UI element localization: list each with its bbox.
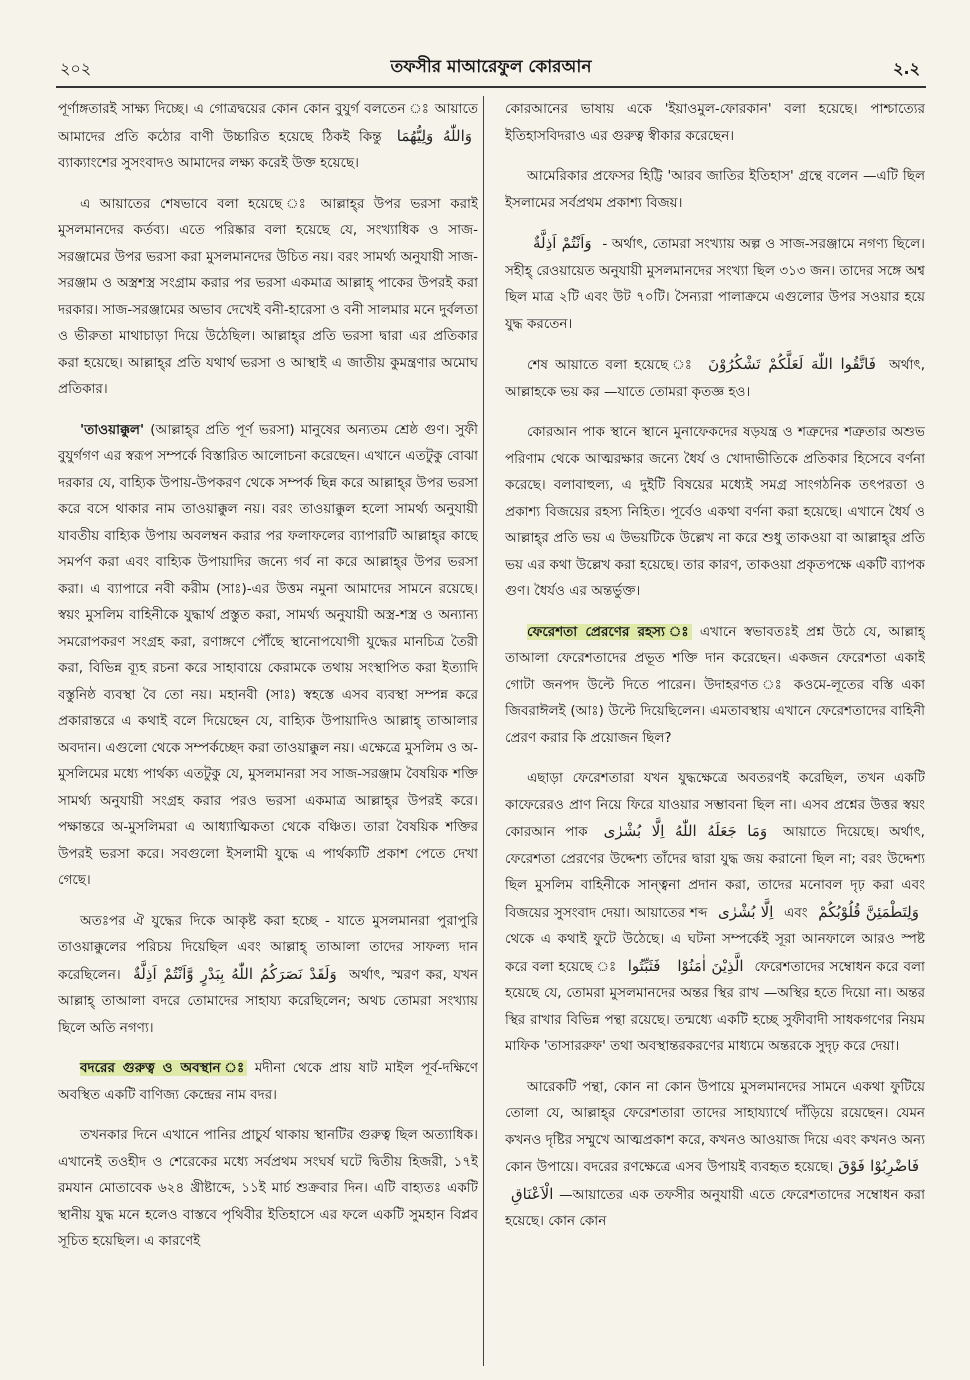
running-title: তফসীর মাআরেফুল কোরআন <box>390 57 592 77</box>
text: —আয়াতের এক তফসীর অনুযায়ী এতে ফেরেশতাদের সম্বোধন করা হয়েছে। কোন কোন <box>505 1186 925 1229</box>
arabic-text: وَاللّٰهُ وَلِيُّهُمَا <box>396 126 472 145</box>
text: পূর্ণাঙ্গতারই সাক্ষ্য দিচ্ছে। এ গোত্রদ্বয়ের কোন কোন বুযুর্গ বলতেন ঃ আয়াতে আমাদের প্রতি কঠোর বাণী উচ্চারিত হয়েছে ঠিকই কিন্তু <box>58 101 478 145</box>
term: 'তাওয়াক্কুল' <box>80 421 145 438</box>
text: (আল্লাহ্‌র প্রতি পূর্ণ ভরসা) মানুষের অন্যতম শ্রেষ্ঠ গুণ। সুফী বুযুর্গগণ এর স্বরূপ সম্পর্কে বিস্তারিত আলোচনা করেছেন। এখানে এতটুকু বোঝা দরকার যে, বাহ্যিক উপায়-উপকরণ থেকে সম্পর্ক ছিন্ন করে আল্লাহ্‌র উপর ভরসা করে বসে থাকার নাম তাওয়াক্কুল নয়। বরং তাওয়াক্কুল হলো সামর্থ্য অনুযায়ী যাবতীয় বাহ্যিক উপায় অবলম্বন করার পর ফলাফলের ব্যাপারটি আল্লাহ্‌র কাছে সমর্পণ করা এবং বাহ্যিক উপায়াদির জন্যে গর্ব না করে আল্লাহ্‌র উপর ভরসা করা। এ ব্যাপারে নবী করীম (সাঃ)-এর উত্তম নমুনা আমাদের সামনে রয়েছে। স্বয়ং মুসলিম বাহিনীকে যুদ্ধার্থ প্রস্তুত করা, সামর্থ্য অনুযায়ী অস্ত্র-শস্ত্র ও অন্যান্য সমরোপকরণ সংগ্রহ করা, রণাঙ্গণে পৌঁছে স্থানোপযোগী যুদ্ধের মানচিত্র তৈরী করা, বিভিন্ন ব্যূহ রচনা করে সাহাবায়ে কেরামকে তথায় সংস্থাপিত করা ইত্যাদি বস্তুনিষ্ঠ ব্যবস্থা বৈ তো নয়। মহানবী (সাঃ) স্বহস্তে এসব ব্যবস্থা সম্পন্ন করে প্রকারান্তরে এ কথাই বলে দিয়েছেন যে, বাহ্যিক উপায়াদিও আল্লাহ্‌ তাআলার অবদান। এগুলো থেকে সম্পর্কচ্ছেদ করা তাওয়াক্কুল নয়। এক্ষেত্রে মুসলিম ও অ-মুসলিমের মধ্যে পার্থক্য এতটুকু যে, মুসলমানরা সব সাজ-সরঞ্জাম বৈষয়িক শক্তি সামর্থ্য অনুযায়ী সংগ্রহ করার পরও ভরসা একমাত্র আল্লাহ্‌র উপরই করে। পক্ষান্তরে অ-মুসলিমরা এ আধ্যাত্মিকতা থেকে বঞ্চিত। তারা বৈষয়িক শক্তির উপরই ভরসা করে। সবগুলো ইসলামী যুদ্ধে এ পার্থক্যটি প্রকাশ পেতে দেখা গেছে। <box>58 421 478 888</box>
arabic-text: وَمَا جَعَلَهُ اللّٰهُ اِلَّا بُشْرٰى <box>603 822 768 840</box>
text: অর্থাৎ, আল্লাহকে ভয় কর —যাতে তোমরা কৃতজ্ঞ হও। <box>505 357 925 400</box>
section-heading: ফেরেশতা প্রেরণের রহস্য ঃ <box>527 623 693 640</box>
text: মদীনা থেকে প্রায় ষাট মাইল পূর্ব-দক্ষিণে অবস্থিত একটি বাণিজ্য কেন্দ্রের নাম বদর। <box>58 1060 478 1103</box>
arabic-text: فَثَبِّتُوا <box>627 956 661 975</box>
paragraph <box>58 417 478 894</box>
section-heading: বদরের গুরুত্ব ও অবস্থান ঃ <box>80 1060 248 1076</box>
text: ব্যাক্যাংশের সুসংবাদও আমাদের লক্ষ্য করেই উক্ত হয়েছে। <box>58 155 359 171</box>
paragraph: তখনকার দিনে এখানে পানির প্রাচুর্য থাকায় স্থানটির গুরুত্ব ছিল অত্যাধিক। এখানেই তওহীদ ও শেরেকের মধ্যে সর্বপ্রথম সংঘর্ষ ঘটে দ্বিতীয় হিজরী, ১৭ই রমযান মোতাবেক ৬২৪ খ্রীষ্টাব্দে, ১১ই মার্চ শুক্রবার দিন। এটি বাহ্যতঃ একটি স্থানীয় যুদ্ধ মনে হলেও বাস্তবে পৃথিবীর ইতিহাসে এর ফলে একটি সুমহান বিপ্লব সূচিত হয়েছিল। এ কারণেই <box>58 1127 478 1249</box>
text: থেকে এ কথাই ফুটে উঠেছে। এ ঘটনা সম্পর্কেই সূরা আনফালে আরও স্পষ্ট করে বলা হয়েছে ঃ <box>505 931 925 975</box>
paragraph <box>505 351 925 405</box>
paragraph <box>505 230 925 337</box>
paragraph <box>505 1074 925 1235</box>
paragraph <box>58 96 478 177</box>
arabic-text: اِلَّا بُشْرٰى <box>717 902 774 921</box>
text: অতঃপর ঐ যুদ্ধের দিকে আকৃষ্ট করা হচ্ছে - যাতে মুসলমানরা পুরাপুরি তাওয়াক্কুলের পরিচয় দিয়েছিল এবং আল্লাহ্‌ তাআলা তাদের সাফল্য দান করেছিলেন। <box>58 912 478 983</box>
left-column <box>58 96 478 1366</box>
text: শেষ আয়াতে বলা হয়েছে ঃ <box>527 357 695 373</box>
paragraph <box>505 619 925 752</box>
paragraph: কোরআন পাক স্থানে স্থানে মুনাফেকদের ষড়যন্ত্র ও শত্রুদের শত্রুতার অশুভ পরিণাম থেকে আত্মরক্ষার জন্যে ধৈর্য ও খোদাভীতিকে প্রতিকার হিসেবে বর্ণনা করেছে। বলাবাহুল্য, এ দুইটি বিষয়ের মধ্যেই সমগ্র সাংগঠনিক তৎপরতা ও প্রকাশ্য বিজয়ের রহস্য নিহিত। পূর্বেও একথা বর্ণনা করা হয়েছে। এখানে ধৈর্য ও আল্লাহ্‌র প্রতি ভয় এ উভয়টিকে উল্লেখ না করে শুধু তাকওয়া বা আল্লাহ্‌র প্রতি ভয় এর কথা উল্লেখ করা হয়েছে। তার কারণ, তাকওয়া প্রকৃতপক্ষে একটি ব্যাপক গুণ। ধৈর্যও এর অন্তর্ভুক্ত। <box>505 424 925 599</box>
text: অর্থাৎ, স্মরণ কর, যখন আল্লাহ্‌ তাআলা বদরে তোমাদের সাহায্য করেছিলেন; অথচ তোমরা সংখ্যায় ছিলে অতি নগণ্য। <box>58 966 478 1036</box>
paragraph: আমেরিকার প্রফেসর হিট্টি 'আরব জাতির ইতিহাস' গ্রন্থে বলেন —এটি ছিল ইসলামের সর্বপ্রথম প্রকাশ্য বিজয়। <box>505 168 925 211</box>
column-divider <box>483 96 484 1366</box>
paragraph <box>58 1055 478 1108</box>
arabic-text: وَلِتَطْمَئِنَّ قُلُوْبُكُمْ <box>818 902 919 921</box>
text: এবং <box>784 904 808 921</box>
paragraph: কোরআনের ভাষায় একে 'ইয়াওমুল-ফোরকান' বলা হয়েছে। পাশ্চাত্যের ইতিহাসবিদরাও এর গুরুত্ব স্বীকার করেছেন। <box>505 101 925 144</box>
arabic-text: فَاضْرِبُوْا فَوْقَ الْاَعْنَاقِ <box>511 1157 920 1203</box>
page-number-right: ২.২ <box>893 59 920 78</box>
text: আরেকটি পন্থা, কোন না কোন উপায়ে মুসলমানদের সামনে একথা ফুটিয়ে তোলা যে, আল্লাহ্‌র ফেরেশতারা তাদের সাহায্যার্থে দাঁড়িয়ে রয়েছেন। যেমন কখনও দৃষ্টির সম্মুখে আত্মপ্রকাশ করে, কখনও আওয়াজ দিয়ে এবং কখনও অন্য কোন উপায়ে। বদরের রণক্ষেত্রে এসব উপায়ই ব্যবহৃত হয়েছে। <box>505 1078 925 1175</box>
text: এখানে স্বভাবতঃই প্রশ্ন উঠে যে, আল্লাহ্‌ তাআলা ফেরেশতাদের প্রভূত শক্তি দান করেছেন। একজন ফেরেশতা একাই গোটা জনপদ উল্টে দিতে পারেন। উদাহরণত ঃ কওমে-লূতের বস্তি একা জিবরাঈলই (আঃ) উল্টে দিয়েছিলেন। এমতাবস্থায় এখানে ফেরেশতাদের বাহিনী প্রেরণ করার কি প্রয়োজন ছিল? <box>505 623 925 746</box>
text: - অর্থাৎ, তোমরা সংখ্যায় অল্প ও সাজ-সরঞ্জামে নগণ্য ছিলে। সহীহ্‌ রেওয়ায়েত অনুযায়ী মুসলমানদের সংখ্যা ছিল ৩১৩ জন। তাদের সঙ্গে অশ্ব ছিল মাত্র ২টি এবং উট ৭০টি। সৈন্যরা পালাক্রমে এগুলোর উপর সওয়ার হয়ে যুদ্ধ করতেন। <box>505 236 925 332</box>
page-number-left: ২০২ <box>60 59 92 78</box>
arabic-text: فَاتَّقُوا اللّٰهَ لَعَلَّكُمْ تَشْكُرُوْنَ <box>708 355 876 373</box>
paragraph <box>58 908 478 1042</box>
arabic-text: الَّذِيْنَ اٰمَنُوْا <box>677 956 744 975</box>
text: আয়াতে দিয়েছে। অর্থাৎ, ফেরেশতা প্রেরণের উদ্দেশ্য তাঁদের দ্বারা যুদ্ধ জয় করানো ছিল না; বরং উদ্দেশ্য ছিল মুসলিম বাহিনীকে সান্ত্বনা প্রদান করা, তাদের মনোবল দৃঢ় করা এবং বিজয়ের সুসংবাদ দেয়া। আয়াতের শব্দ <box>505 824 925 921</box>
text: ফেরেশতাদের সম্বোধন করে বলা হয়েছে যে, তোমরা মুসলমানদের অন্তর স্থির রাখ —অস্থির হতে দিয়ো না। অন্তর স্থির রাখার বিভিন্ন পন্থা রয়েছে। তন্মধ্যে একটি হচ্ছে সুফীবাদী সাধকগণের নিয়ম মাফিক 'তাসাররুফ' তথা অবস্থান্তরকরণের মাধ্যমে অন্তরকে সুদৃঢ় করে দেয়া। <box>505 958 925 1054</box>
page-header <box>56 46 926 88</box>
text: এছাড়া ফেরেশতারা যখন যুদ্ধক্ষেত্রে অবতরণই করেছিল, তখন একটি কাফেরেরও প্রাণ নিয়ে ফিরে যাওয়ার সম্ভাবনা ছিল না। এসব প্রশ্নের উত্তর স্বয়ং কোরআন পাক <box>505 770 925 840</box>
paragraph: এ আয়াতের শেষভাবে বলা হয়েছে ঃ আল্লাহ্‌র উপর ভরসা করাই মুসলমানদের কর্তব্য। এতে পরিষ্কার বলা হয়েছে যে, সংখ্যাধিক ও সাজ-সরঞ্জামের উপর ভরসা করা মুসলমানদের উচিত নয়। বরং সামর্থ্য অনুযায়ী সাজ-সরঞ্জাম ও অস্ত্রশস্ত্র সংগ্রাম করার পর ভরসা একমাত্র আল্লাহ্‌ পাকের উপরই করা দরকার। সাজ-সরঞ্জামের অভাব দেখেই বনী-হারেসা ও বনী সালমার মনে দুর্বলতা ও ভীরুতা মাথাচাড়া দিয়ে উঠেছিল। আল্লাহ্‌র প্রতি ভরসা দ্বারা এর প্রতিকার করা হয়েছে। আল্লাহ্‌র প্রতি যথার্থ ভরসা ও আস্থাই এ জাতীয় কুমন্ত্রণার অমোঘ প্রতিকার। <box>58 195 478 397</box>
arabic-text: وَاَنْتُمْ اَذِلَّةٌ <box>533 234 592 252</box>
arabic-text: وَلَقَدْ نَصَرَكُمُ اللّٰهُ بِبَدْرٍ وَّاَنْتُمْ اَذِلَّةٌ <box>133 964 337 983</box>
right-column <box>505 96 925 1366</box>
paragraph <box>505 765 925 1060</box>
